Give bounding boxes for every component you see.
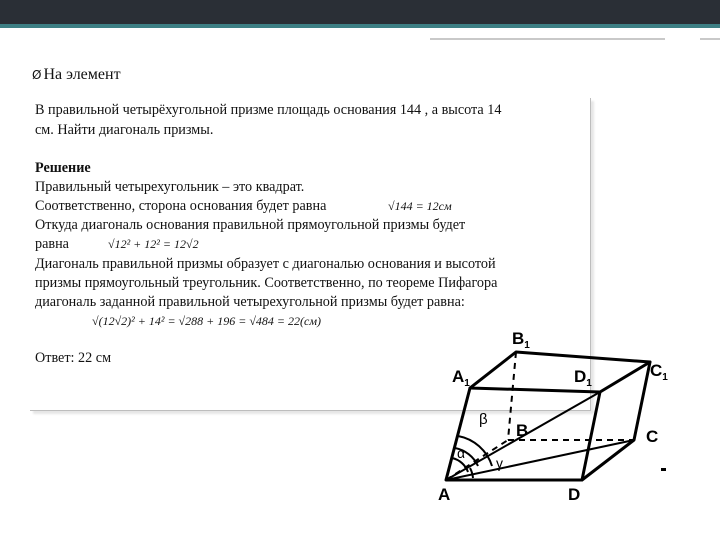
solution-line-pyth-3: диагональ заданной правильной четырехугольной призмы будет равна:: [35, 294, 465, 310]
angle-label-gamma: γ: [496, 455, 503, 471]
formula-side: √144 = 12см: [388, 199, 452, 213]
solution-line-pyth-1: Диагональ правильной призмы образует с диагональю основания и высотой: [35, 256, 496, 272]
vertex-label-c: C: [646, 427, 659, 446]
arrow-bullet-icon: Ø: [32, 68, 42, 82]
solution-line-square: Правильный четырехугольник – это квадрат.: [35, 179, 305, 195]
solution-line-diag-2: равна: [35, 236, 69, 252]
angle-label-alpha: α: [457, 445, 466, 461]
bullet-text: На элемент: [43, 66, 121, 83]
vertex-label-c1: $C_1$: [650, 361, 668, 383]
problem-line-1: В правильной четырёхугольной призме площадь основания 144 , а высота 14: [35, 102, 502, 118]
formula-prism-diagonal: √(12√2)² + 14² = √288 + 196 = √484 = 22(см): [92, 314, 321, 328]
answer-text: Ответ: 22 см: [35, 350, 112, 366]
vertex-label-d: D: [568, 485, 581, 504]
vertex-label-a: A: [438, 485, 451, 504]
formula-base-diagonal: √12² + 12² = 12√2: [108, 237, 199, 251]
hidden-edge-b-b1: [508, 352, 516, 440]
vertex-label-a1: $A_1$: [452, 367, 470, 389]
stray-mark: [661, 468, 666, 471]
solution-line-side: Соответственно, сторона основания будет равна: [35, 198, 327, 214]
vertex-label-d1: $D_1$: [574, 367, 592, 389]
solution-line-diag-1: Откуда диагональ основания правильной прямоугольной призмы будет: [35, 217, 466, 233]
prism-top-face: [470, 352, 650, 392]
angle-label-beta: β: [479, 411, 488, 428]
solution-line-pyth-2: призмы прямоугольный треугольник. Соответственно, по теореме Пифагора: [35, 275, 498, 291]
solution-heading: Решение: [35, 160, 91, 176]
vertex-label-b1: $B_1$: [512, 329, 530, 351]
vertex-label-b: B: [516, 421, 529, 440]
problem-line-2: см. Найти диагональ призмы.: [35, 122, 214, 138]
angle-arc-gamma: [470, 468, 473, 478]
